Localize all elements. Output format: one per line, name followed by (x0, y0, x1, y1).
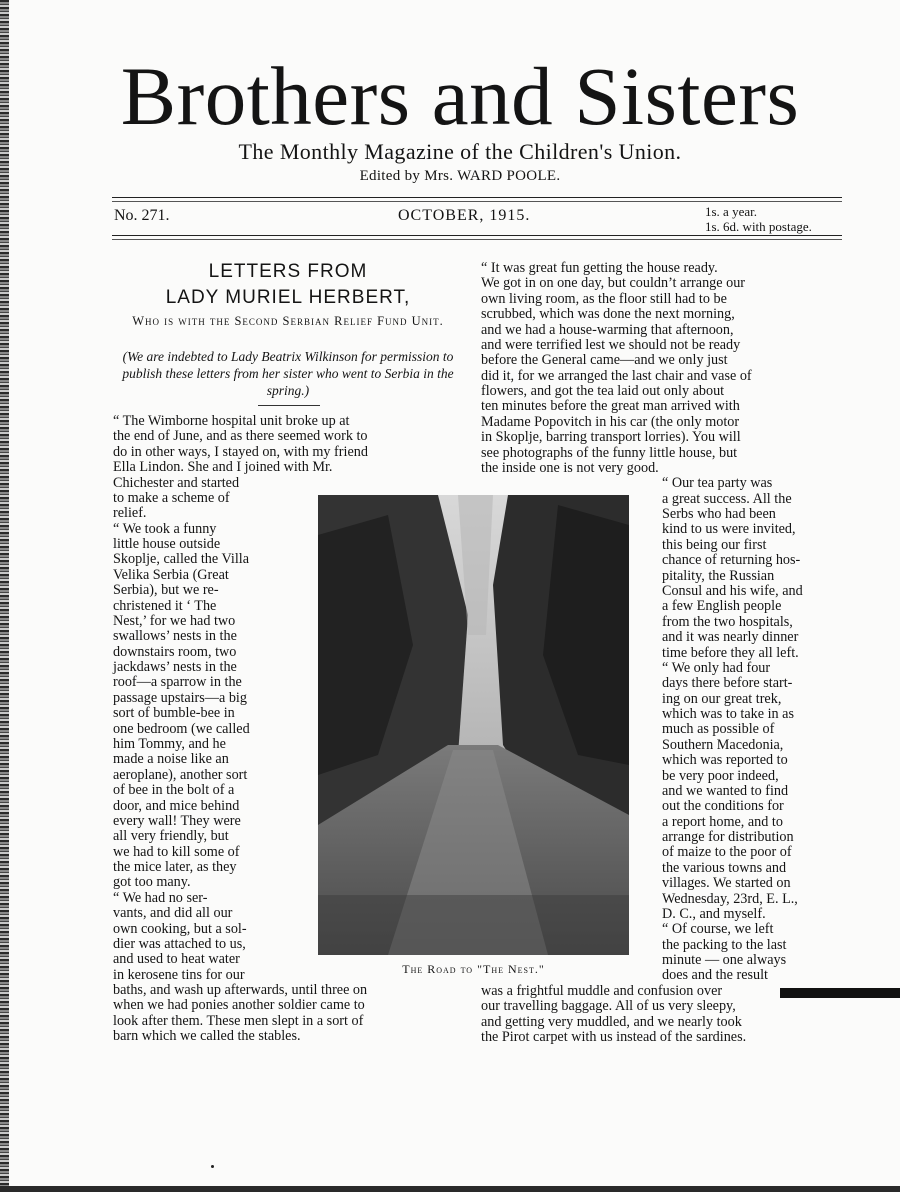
text-line: kind to us were invited, (662, 521, 796, 538)
text-line: a great success. All the (662, 490, 792, 507)
text-line: and we wanted to find (662, 782, 789, 799)
text-line: does and the result (662, 967, 768, 984)
text-line: pitality, the Russian (662, 567, 775, 584)
text-line: and getting very muddled, and we nearly took (481, 1013, 742, 1030)
issue-number: No. 271. (114, 207, 170, 224)
text-line: “ Of course, we left (662, 921, 774, 938)
text-line: did it, for we arranged the last chair and vase of (481, 367, 752, 384)
text-line: ten minutes before the great man arrived with (481, 398, 740, 415)
text-line: villages. We started on (662, 875, 791, 892)
text-line: the packing to the last (662, 936, 787, 953)
scan-speck (211, 1165, 214, 1168)
text-line: before the General came—and we only just (481, 352, 728, 369)
photo-caption: The Road to "The Nest." (402, 962, 545, 976)
text-line: all very friendly, but (113, 828, 229, 845)
text-line: Serbs who had been (662, 506, 776, 523)
text-line: Madame Popovitch in his car (the only motor (481, 413, 740, 430)
text-line: door, and mice behind (113, 797, 240, 814)
text-line: Southern Macedonia, (662, 736, 784, 753)
photo-road-to-the-nest (318, 495, 629, 955)
text-line: roof—a sparrow in the (113, 674, 242, 691)
text-line: relief. (113, 505, 147, 522)
text-line: see photographs of the funny little house, but (481, 444, 738, 461)
article-note: (We are indebted to Lady Beatrix Wilkinson for permission to publish these letters from her sister who went to Serbia in the spring.) (122, 349, 454, 398)
text-line: sort of bumble-bee in (113, 705, 235, 722)
header-rule-top (112, 197, 842, 198)
text-line: Serbia), but we re- (113, 582, 219, 599)
masthead-editor: Edited by Mrs. WARD POOLE. (359, 168, 561, 184)
text-line: a few English people (662, 598, 782, 615)
text-line: the inside one is not very good. (481, 459, 659, 476)
text-line: swallows’ nests in the (113, 628, 237, 645)
text-line: vants, and did all our (113, 905, 233, 922)
text-line: Consul and his wife, and (662, 582, 803, 599)
text-line: this being our first (662, 536, 767, 553)
text-line: one bedroom (we called (113, 720, 250, 737)
text-line: out the conditions for (662, 798, 784, 815)
text-line: chance of returning hos- (662, 552, 801, 569)
text-line: own cooking, but a sol- (113, 920, 247, 937)
text-line: of maize to the poor of (662, 844, 792, 861)
text-line: and we had a house-warming that afternoon, (481, 321, 734, 338)
article-divider (258, 405, 320, 406)
text-line: christened it ‘ The (113, 597, 217, 614)
text-line: him Tommy, and he (113, 735, 226, 752)
text-line: we had to kill some of (113, 843, 240, 860)
text-line: when we had ponies another soldier came to (113, 997, 365, 1014)
text-line: of bee in the bolt of a (113, 782, 235, 799)
article-deck: Who is with the Second Serbian Relief Fund Unit. (132, 314, 444, 328)
text-line: much as possible of (662, 721, 775, 738)
text-line: “ We had no ser- (113, 889, 208, 906)
text-line: the mice later, as they (113, 859, 237, 876)
text-line: Ella Lindon. She and I joined with Mr. (113, 459, 333, 476)
text-line: Nest,’ for we had two (113, 612, 236, 629)
text-line: jackdaws’ nests in the (113, 659, 237, 676)
text-line: the Pirot carpet with us instead of the sardines. (481, 1029, 747, 1045)
issue-date: OCTOBER, 1915. (398, 207, 531, 224)
text-line: and were terrified lest we should not be ready (481, 336, 741, 353)
text-line: which was to take in as (662, 706, 794, 723)
text-line: made a noise like an (113, 751, 229, 768)
text-line: got too many. (113, 874, 191, 891)
price-year: 1s. a year. (705, 204, 757, 219)
text-line: D. C., and myself. (662, 905, 766, 922)
text-line: be very poor indeed, (662, 767, 779, 784)
text-line: barn which we called the stables. (113, 1028, 301, 1045)
masthead-title: Brothers and Sisters (120, 50, 800, 142)
text-line: little house outside (113, 536, 221, 553)
text-line: arrange for distribution (662, 829, 794, 846)
text-line: “ Our tea party was (662, 475, 773, 492)
text-line: from the two hospitals, (662, 613, 793, 630)
scan-edge-bottom (0, 1186, 900, 1192)
text-line: and used to heat water (113, 951, 240, 968)
text-line: Chichester and started (113, 474, 240, 491)
text-line: to make a scheme of (113, 489, 230, 506)
text-line: look after them. These men slept in a sort of (113, 1012, 364, 1029)
text-line: scrubbed, which was done the next morning, (481, 306, 735, 323)
text-line: dier was attached to us, (113, 935, 246, 952)
text-line: every wall! They were (113, 812, 241, 829)
text-line: in Skoplje, barring transport lorries). You will (481, 429, 741, 446)
text-line: the various towns and (662, 859, 787, 876)
text-line: “ We took a funny (113, 520, 217, 537)
text-line: “ We only had four (662, 659, 771, 676)
text-line: our travelling baggage. All of us very sleepy, (481, 998, 736, 1015)
article-headline-line1: LETTERS FROM (208, 261, 368, 282)
text-line: downstairs room, two (113, 643, 237, 660)
text-line: a report home, and to (662, 813, 783, 830)
price-postage: 1s. 6d. with postage. (705, 219, 812, 234)
text-line: which was reported to (662, 752, 788, 769)
text-line: passage upstairs—a big (113, 689, 247, 706)
text-line: and it was nearly dinner (662, 629, 799, 646)
text-line: baths, and wash up afterwards, until three on (113, 982, 368, 999)
text-line: “ The Wimborne hospital unit broke up at (113, 413, 350, 429)
text-line: own living room, as the floor still had to be (481, 290, 727, 307)
text-line: Velika Serbia (Great (113, 566, 229, 583)
masthead-subtitle: The Monthly Magazine of the Children's Union. (238, 139, 682, 164)
text-line: aeroplane), another sort (113, 766, 248, 783)
text-line: flowers, and got the tea laid out only about (481, 383, 725, 400)
text-line: Skoplje, called the Villa (113, 551, 249, 568)
text-line: ing on our great trek, (662, 690, 782, 707)
header-rule-bottom (112, 235, 842, 236)
header-rule-bottom-thin (112, 239, 842, 240)
text-line: “ It was great fun getting the house ready. (481, 260, 718, 276)
scan-artifact-bar (780, 988, 900, 998)
text-line: do in other ways, I stayed on, with my friend (113, 443, 368, 460)
text-line: days there before start- (662, 675, 793, 692)
text-line: Wednesday, 23rd, E. L., (662, 890, 798, 907)
text-line: in kerosene tins for our (113, 966, 245, 983)
text-line: the end of June, and as there seemed work to (113, 428, 368, 445)
text-line: time before they all left. (662, 644, 799, 661)
text-line: minute — one always (662, 952, 787, 969)
text-line: was a frightful muddle and confusion over (481, 982, 723, 999)
header-rule-top-thin (112, 201, 842, 202)
text-line: We got in on one day, but couldn’t arrange our (481, 275, 746, 292)
article-headline-line2: LADY MURIEL HERBERT, (165, 287, 411, 308)
scan-edge-left (0, 0, 9, 1192)
